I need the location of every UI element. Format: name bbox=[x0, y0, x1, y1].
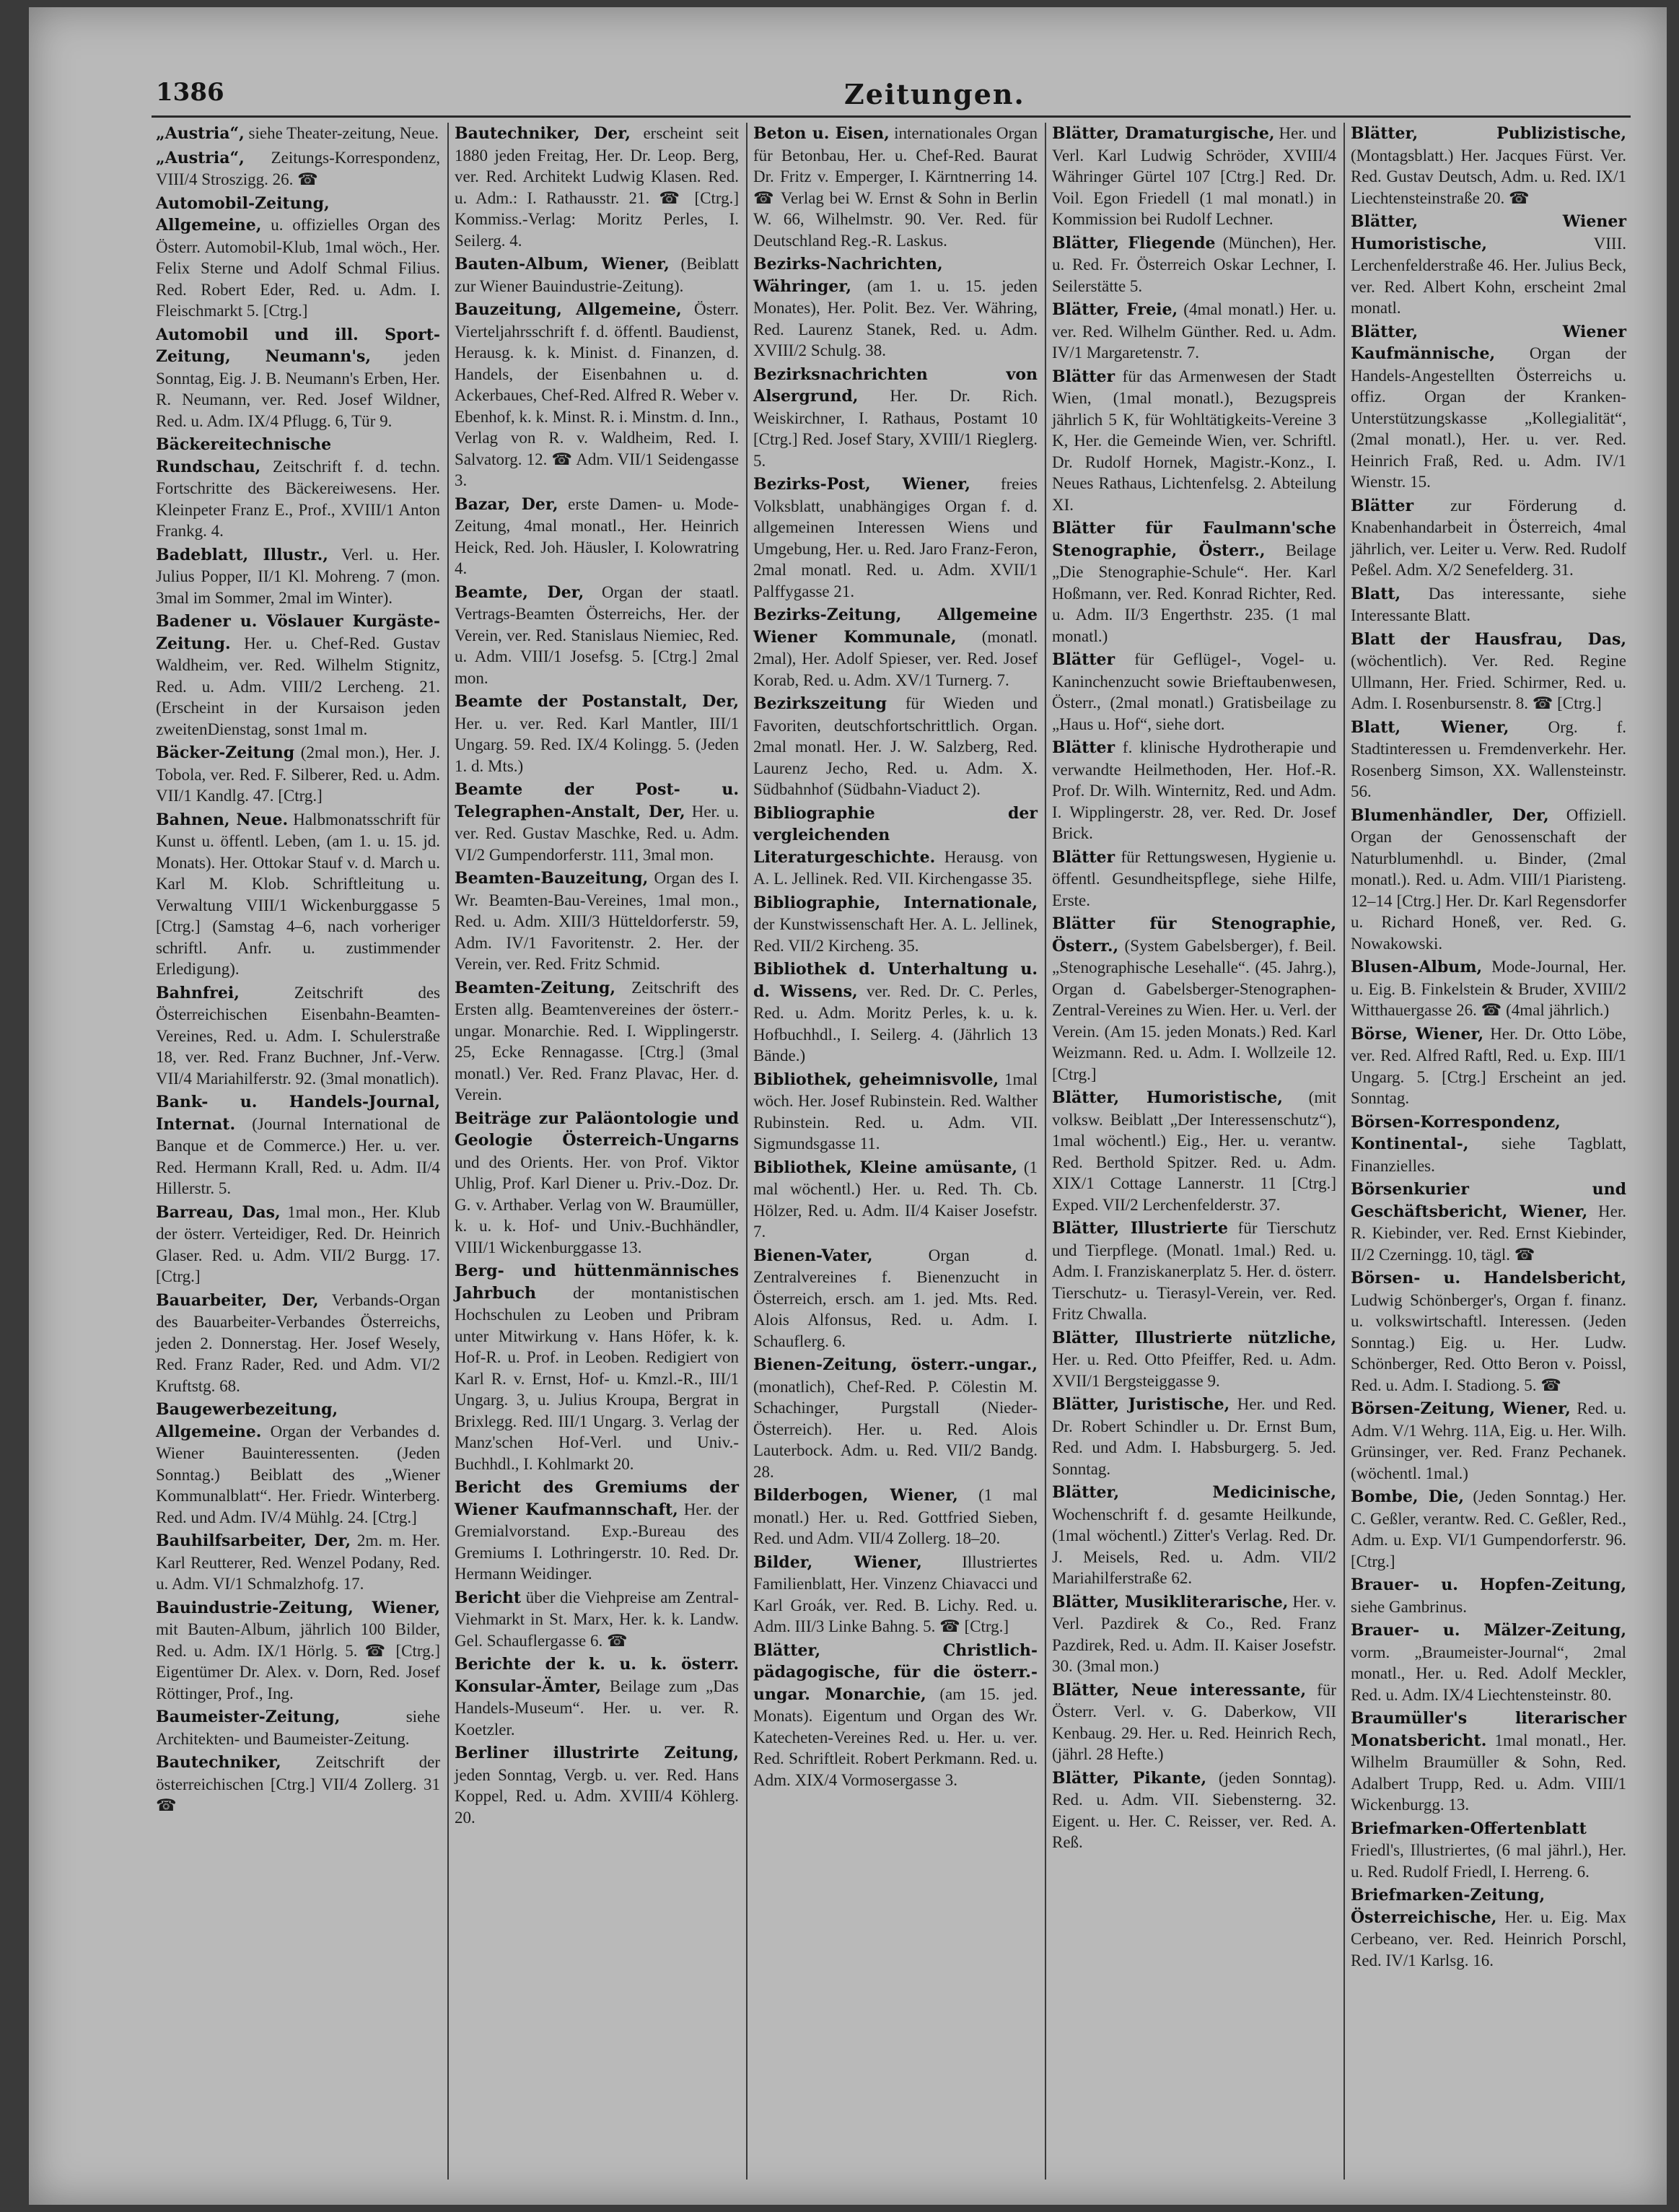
entry-text: siehe Theater-zeitung, Neue. bbox=[248, 124, 439, 142]
entry-text: Organ der Verbandes d. Wiener Bauinteressenten. (Jeden Sonntag.) Beiblatt des „Wiener Kommunalblatt“. Her. Friedr. Winterberg. Red. und Adm. IV/4 Mühlg. 24. [Ctrg.] bbox=[156, 1422, 441, 1526]
entry-heading: „Austria“, bbox=[156, 148, 245, 167]
directory-entry bbox=[156, 1091, 440, 1199]
entry-text: jeden Sonntag, Vergb. u. ver. Red. Hans Koppel, Red. u. Adm. XVIII/4 Köhlerg. 20. bbox=[455, 1765, 739, 1827]
directory-entry bbox=[455, 1587, 739, 1652]
directory-entry bbox=[753, 604, 1038, 691]
directory-entry bbox=[156, 1752, 440, 1817]
directory-entry bbox=[1351, 583, 1626, 626]
entry-text: Organ des I. Wr. Beamten-Bau-Vereines, 1mal mon., Red. u. Adm. XIII/3 Hütteldorferstr. 59, Adm. IV/1 Favoritenstr. 2. Her. der Verein, ver. Red. Fritz Schmid. bbox=[455, 869, 739, 973]
entry-heading: Bericht bbox=[455, 1588, 522, 1607]
entry-text: (mit volksw. Beiblatt „Der Interessenschutz“), 1mal wöchentl.) Eig., Her. u. verantw. Red. Berthold Spitzer. Red. u. Adm. XIX/1 Cottage Lannerstr. 11 [Ctrg.] Exped. VII/2 Lerchenfelderstr. 37. bbox=[1052, 1088, 1337, 1214]
entry-text: für Wieden und Favoriten, deutschfortschrittlich. Organ. 2mal monatl. Her. J. W. Salzberg, Red. Laurenz Jecho, Red. u. Adm. X. Südbahnhof (Südbahn-Viaduct 2). bbox=[753, 694, 1038, 798]
entry-heading: Briefmarken-Zeitung, Österreichische, bbox=[1351, 1886, 1546, 1927]
entry-heading: Börse, Wiener, bbox=[1351, 1024, 1484, 1044]
directory-entry bbox=[455, 582, 739, 689]
entry-text: freies Volksblatt, unabhängiges Organ f. d. allgemeinen Interessen Wiens und Umgebung, Her. u. Red. Jaro Franz-Feron, 2mal monatl. Red. u. Adm. XVII/1 Palffygasse 21. bbox=[753, 475, 1038, 600]
entry-heading: Bautechniker, Der, bbox=[455, 124, 631, 143]
directory-entry bbox=[156, 611, 440, 740]
entry-text: 1mal wöch. Her. Josef Rubinstein. Red. Walther Rubinstein. Red. u. Adm. VII. Sigmundsgasse 11. bbox=[753, 1070, 1038, 1153]
entry-text: über die Viehpreise am Zentral-Viehmarkt in St. Marx, Her. k. k. Landw. Gel. Schauflergasse 6. ☎ bbox=[455, 1588, 739, 1650]
directory-entry bbox=[156, 544, 440, 609]
directory-entry bbox=[1052, 123, 1336, 230]
entry-heading: Blätter bbox=[1052, 738, 1115, 757]
directory-entry bbox=[753, 1640, 1038, 1791]
entry-text: Organ d. Zentralvereines f. Bienenzucht in Österreich, ersch. am 1. jed. Mts. Red. Alois Alfonsus, Red. u. Adm. I. Schauflerg. 6. bbox=[753, 1246, 1038, 1350]
column-5 bbox=[1346, 123, 1631, 2180]
directory-entry bbox=[455, 1477, 739, 1585]
entry-text: Zeitschrift des Österreichischen Eisenbahn-Beamten-Vereines, Red. u. Adm. I. Schulerstraße 18, ver. Red. Franz Buchner, Jnf.-Verw. VII/4 Mariahilferstr. 92. (3mal monatlich). bbox=[156, 983, 440, 1088]
entry-text: (Journal International de Banque et de Commerce.) Her. u. ver. Red. Hermann Krall, Red. u. Adm. II/4 Hillerstr. 5. bbox=[156, 1114, 440, 1197]
directory-entry bbox=[1351, 1884, 1626, 1971]
directory-entry bbox=[1052, 1767, 1336, 1853]
directory-entry bbox=[156, 1399, 440, 1528]
entry-text: (1 mal wöchentl.) Her. u. Red. Th. Cb. Hölzer, Red. u. Adm. II/4 Kaiser Josefstr. 7. bbox=[753, 1158, 1038, 1241]
directory-entry bbox=[156, 742, 440, 807]
entry-heading: Beamte der Post- u. Telegraphen-Anstalt, Der, bbox=[455, 780, 739, 821]
directory-entry bbox=[455, 977, 739, 1106]
directory-entry bbox=[455, 779, 739, 865]
column-3 bbox=[749, 123, 1042, 2180]
entry-text: Herausg. von A. L. Jellinek. Red. VII. Kirchengasse 35. bbox=[753, 847, 1038, 888]
entry-text: Offiziell. Organ der Genossenschaft der Naturblumenhdl. u. Binder, (2mal monatl.). Red. u. Adm. VIII/1 Piaristeng. 12–14 [Ctrg.] Her. Dr. Karl Regensdorfer u. Richard Honeß, ver. Red. G. Nowakowski. bbox=[1351, 805, 1627, 953]
entry-heading: Bäckereitechnische Rundschau, bbox=[156, 435, 332, 476]
entry-heading: Bibliothek, geheimnisvolle, bbox=[753, 1070, 999, 1089]
entry-heading: Bienen-Zeitung, österr.-ungar., bbox=[753, 1355, 1038, 1374]
entry-text: ver. Red. Dr. C. Perles, Red. u. Adm. Moritz Perles, k. u. k. Hofbuchhdl., I. Seilerg. 4. (Jährlich 13 Bände.) bbox=[753, 982, 1038, 1065]
directory-entry bbox=[753, 693, 1038, 800]
column-divider bbox=[746, 123, 748, 2180]
directory-entry bbox=[753, 958, 1038, 1067]
entry-text: internationales Organ für Betonbau, Her. u. Chef-Red. Baurat Dr. Fritz v. Emperger, I. Kärntnerring 14. ☎ Verlag bei W. Ernst & Sohn in Berlin W. 66, Wilhelmstr. 90. Ver. Red. für Deutschland Reg.-R. Laskus. bbox=[753, 124, 1038, 250]
page-title: Zeitungen. bbox=[844, 78, 1025, 110]
directory-entry bbox=[1351, 1179, 1626, 1265]
entry-text: 2m. m. Her. Karl Reutterer, Red. Wenzel Podany, Red. u. Adm. VI/1 Schmalzhofg. 17. bbox=[156, 1531, 440, 1593]
directory-entry bbox=[753, 1552, 1038, 1638]
entry-heading: Blätter bbox=[1052, 650, 1115, 669]
entry-heading: Beamten-Zeitung, bbox=[455, 978, 616, 997]
entry-heading: Beamte, Der, bbox=[455, 582, 584, 602]
directory-entry bbox=[1052, 1482, 1336, 1589]
entry-heading: Beamte der Postanstalt, Der, bbox=[455, 692, 739, 711]
directory-entry bbox=[156, 1290, 440, 1397]
directory-entry bbox=[1052, 1087, 1336, 1215]
entry-text: Her. und Verl. Karl Ludwig Schröder, XVIII/4 Währinger Gürtel 107 [Ctrg.] Red. Dr. Voil. Egon Friedell (1 mal monatl.) in Kommission bei Rudolf Lechner. bbox=[1052, 124, 1337, 228]
entry-heading: Badener u. Vöslauer Kurgäste-Zeitung. bbox=[156, 612, 440, 653]
entry-text: erscheint seit 1880 jeden Freitag, Her. Dr. Leop. Berg, ver. Red. Architekt Ludwig Klasen. Red. u. Adm.: I. Rathausstr. 21. ☎ [Ctrg.] Kommiss.-Verlag: Moritz Perles, I. Seilerg. 4. bbox=[455, 124, 739, 250]
entry-heading: Beiträge zur Paläontologie und Geologie Österreich-Ungarns bbox=[455, 1109, 739, 1150]
entry-heading: Blätter für Stenographie, Österr., bbox=[1052, 914, 1336, 956]
entry-heading: Automobil und ill. Sport-Zeitung, Neumann's, bbox=[156, 325, 440, 366]
directory-entry bbox=[1052, 232, 1336, 297]
entry-text: Her. und Red. Dr. Robert Schindler u. Dr. Ernst Bum, Red. und Adm. I. Habsburgerg. 5. Jed. Sonntag. bbox=[1052, 1395, 1336, 1478]
entry-heading: Braumüller's literarischer Monatsbericht. bbox=[1351, 1709, 1626, 1750]
entry-text: Organ der Handels-Angestellten Österreichs u. offiz. Organ der Kranken-Unterstützungskasse „Kollegialität“, (2mal monatl.), Her. u. ver. Red. Heinrich Fraß, Red. u. Adm. IV/1 Wienstr. 15. bbox=[1351, 344, 1626, 491]
entry-text: Zeitschrift f. d. techn. Fortschritte des Bäckereiwesens. Her. Kleinpeter Franz E., Prof., XVIII/1 Anton Frankg. 4. bbox=[156, 457, 441, 540]
directory-entry bbox=[1052, 1327, 1336, 1392]
entry-heading: Bezirks-Nachrichten, Währinger, bbox=[753, 255, 943, 296]
entry-heading: Blätter, Freie, bbox=[1052, 300, 1178, 319]
entry-text: siehe Gambrinus. bbox=[1351, 1597, 1467, 1616]
entry-text: der Kunstwissenschaft Her. A. L. Jellinek, Red. VII/2 Kircheng. 35. bbox=[753, 915, 1038, 955]
directory-entry bbox=[753, 364, 1038, 472]
entry-text: (jeden Sonntag). Red. u. Adm. VII. Siebensterng. 32. Eigent. u. Her. C. Reisser, ver. Red. A. Reß. bbox=[1052, 1768, 1336, 1851]
entry-text: Friedl's, Illustriertes, (6 mal jährl.), Her. u. Red. Rudolf Friedl, I. Herreng. 6. bbox=[1351, 1841, 1626, 1881]
entry-heading: Blätter, Musikliterarische, bbox=[1052, 1592, 1289, 1612]
directory-entry bbox=[1052, 366, 1336, 516]
directory-entry bbox=[753, 1069, 1038, 1155]
directory-entry bbox=[753, 1157, 1038, 1243]
directory-entry bbox=[1351, 1708, 1626, 1816]
entry-text: für Rettungswesen, Hygienie u. öffentl. Gesundheitspflege, siehe Hilfe, Erste. bbox=[1052, 847, 1336, 909]
directory-entry bbox=[1351, 123, 1626, 209]
entry-heading: Blätter für Faulmann'sche Stenographie, Österr., bbox=[1052, 519, 1336, 560]
directory-entry bbox=[455, 494, 739, 580]
entry-heading: Börsenkurier und Geschäftsbericht, Wiener, bbox=[1351, 1180, 1626, 1221]
entry-text: zur Förderung d. Knabenhandarbeit in Österreich, 4mal jährlich, ver. Leiter u. Verw. Red. Rudolf Peßel. Adm. X/2 Senefelderg. 31. bbox=[1351, 496, 1626, 579]
directory-entry bbox=[753, 1245, 1038, 1352]
entry-heading: Blätter bbox=[1052, 847, 1115, 867]
directory-entry bbox=[156, 147, 440, 191]
entry-text: Das interessante, siehe Interessante Blatt. bbox=[1351, 584, 1626, 624]
entry-heading: Bibliothek, Kleine amüsante, bbox=[753, 1158, 1018, 1177]
entry-heading: Bilderbogen, Wiener, bbox=[753, 1486, 958, 1505]
entry-text: (System Gabelsberger), f. Beil. „Stenographische Lesehalle“. (45. Jahrg.), Organ d. Gabelsberger-Stenographen-Zentral-Vereines zu Wien. Her. u. Verl. der Verein. (Am 15. jeden Monats.) Red. Karl Weizmann. Red. u. Adm. I. Wollzeile 12. [Ctrg.] bbox=[1052, 936, 1336, 1083]
entry-text: Her. u. Eig. Max Cerbeano, ver. Red. Heinrich Porschl, Red. IV/1 Karlsg. 16. bbox=[1351, 1907, 1626, 1970]
entry-text: und des Orients. Her. von Prof. Viktor Uhlig, Prof. Karl Diener u. Priv.-Doz. Dr. G. v. Arthaber. Verlag von W. Braumüller, k. u. k. Hof- und Univ.-Buchhändler, VIII/1 Wickenburggasse 13. bbox=[455, 1153, 739, 1256]
entry-text: (4mal monatl.) Her. u. ver. Red. Wilhelm Günther. Red. u. Adm. IV/1 Margaretenstr. 7. bbox=[1052, 300, 1336, 362]
entry-heading: Blätter, Wiener Kaufmännische, bbox=[1351, 322, 1626, 363]
entry-heading: Barreau, Das, bbox=[156, 1202, 281, 1222]
entry-heading: Blatt, bbox=[1351, 584, 1401, 603]
entry-heading: Bauten-Album, Wiener, bbox=[455, 255, 670, 274]
entry-heading: Bautechniker, bbox=[156, 1753, 281, 1772]
directory-entry bbox=[1351, 717, 1626, 803]
entry-text: Her. R. Kiebinder, ver. Red. Ernst Kiebinder, II/2 Czerningg. 10, tägl. ☎ bbox=[1351, 1202, 1626, 1264]
directory-entry bbox=[1351, 1111, 1626, 1177]
entry-text: siehe Tagblatt, Finanzielles. bbox=[1351, 1135, 1627, 1175]
column-1 bbox=[152, 123, 444, 2180]
entry-heading: Börsen- u. Handelsbericht, bbox=[1351, 1269, 1626, 1288]
entry-text: Ludwig Schönberger's, Organ f. finanz. u. volkswirtschaftl. Interessen. (Jeden Sonntag.) Eig. u. Her. Ludw. Schönberger, Red. Otto Beron v. Poissl, Red. u. Adm. I. Stadiong. 5. ☎ bbox=[1351, 1290, 1626, 1394]
entry-heading: Brauer- u. Mälzer-Zeitung, bbox=[1351, 1621, 1626, 1640]
entry-text: (wöchentlich). Ver. Red. Regine Ullmann, Her. Fried. Schirmer, Red. u. Adm. I. Rosenbursenstr. 8. ☎ [Ctrg.] bbox=[1351, 652, 1626, 712]
entry-heading: Blätter, Neue interessante, bbox=[1052, 1680, 1307, 1700]
entry-heading: Badeblatt, Illustr., bbox=[156, 545, 328, 564]
entry-heading: Berliner illustrirte Zeitung, bbox=[455, 1744, 739, 1762]
entry-heading: Bezirks-Zeitung, Allgemeine Wiener Kommunale, bbox=[753, 606, 1038, 647]
directory-entry bbox=[455, 691, 739, 777]
entry-heading: Blätter, Illustrierte nützliche, bbox=[1052, 1328, 1336, 1347]
directory-entry bbox=[1351, 629, 1626, 714]
entry-heading: Bauzeitung, Allgemeine, bbox=[455, 300, 682, 319]
entry-text: Zeitschrift der österreichischen [Ctrg.] VII/4 Zollerg. 31 ☎ bbox=[156, 1753, 440, 1814]
entry-heading: Bilder, Wiener, bbox=[753, 1552, 922, 1572]
entry-heading: Bauhilfsarbeiter, Der, bbox=[156, 1531, 351, 1550]
entry-heading: Blätter, Juristische, bbox=[1052, 1395, 1230, 1414]
directory-entry bbox=[1351, 956, 1626, 1021]
directory-entry bbox=[753, 892, 1038, 957]
entry-text: erste Damen- u. Mode-Zeitung, 4mal monatl., Her. Heinrich Heick, Red. Joh. Häusler, I. Kolowratring 4. bbox=[455, 494, 739, 577]
entry-text: Mode-Journal, Her. u. Eig. B. Finkelstein & Bruder, XVIII/2 Witthauergasse 26. ☎ (4mal jährlich.) bbox=[1351, 958, 1626, 1019]
directory-entry bbox=[753, 473, 1038, 602]
entry-text: für Tierschutz und Tierpflege. (Monatl. 1mal.) Red. u. Adm. I. Franziskanerplatz 5. Her. d. österr. Tierschutz- u. Tierasyl-Verein, ver. Red. Fritz Chwalla. bbox=[1052, 1219, 1336, 1323]
entry-text: der montanistischen Hochschulen zu Leoben und Pribram unter Mitwirkung v. Hans Höfer, k. k. Hof-R. u. Prof. in Leoben. Redigiert von Karl R. v. Ernst, Hof- u. Kmzl.-R., III/1 Ungarg. 3, u. Julius Kroupa, Bergrat in Brixlegg. Red. III/1 Ungarg. 3. Verlag der Manz'schen Hof-Verl. und Univ.-Buchhdl., I. Kohlmarkt 20. bbox=[455, 1283, 739, 1473]
directory-entry bbox=[1351, 1398, 1626, 1484]
column-divider bbox=[1045, 123, 1046, 2180]
directory-entry bbox=[455, 1742, 739, 1828]
directory-entry bbox=[1052, 1394, 1336, 1479]
entry-text: für Österr. Verl. v. G. Daberkow, VII Kenbaug. 29. Her. u. Red. Heinrich Rech, (jährl. 28 Hefte.) bbox=[1052, 1680, 1336, 1763]
entry-text: Verl. u. Her. Julius Popper, II/1 Kl. Mohreng. 7 (mon. 3mal im Sommer, 2mal im Winter). bbox=[156, 545, 440, 607]
entry-text: 1mal monatl., Her. Wilhelm Braumüller & Sohn, Red. Adalbert Trupp, Red. u. Adm. VIII/1 Wickenburgg. 13. bbox=[1351, 1731, 1627, 1814]
entry-heading: Blusen-Album, bbox=[1351, 958, 1483, 976]
page-number: 1386 bbox=[156, 78, 224, 107]
entry-text: (am 15. jed. Monats). Eigentum und Organ des Wr. Katecheten-Vereines Red. u. Her. u. ver. Red. Schriftleit. Robert Perkmann. Red. u. Adm. XIX/4 Vormosergasse 3. bbox=[753, 1684, 1038, 1789]
directory-entry bbox=[753, 123, 1038, 251]
directory-entry bbox=[1052, 737, 1336, 844]
entry-text: (monatlich), Chef-Red. P. Cölestin M. Schachinger, Purgstall (Nieder-Österreich). Her. u. Red. Alois Lauterbock. Adm. u. Red. VII/2 Bandg. 28. bbox=[753, 1377, 1038, 1481]
entry-text: (am 1. u. 15. jeden Monates), Her. Polit. Bez. Ver. Währing, Red. Laurenz Stanek, Red. u. Adm. XVIII/2 Schulg. 38. bbox=[753, 276, 1038, 359]
entry-text: Org. f. Stadtinteressen u. Fremdenverkehr. Her. Rosenberg Simson, XX. Wallensteinstr. 56. bbox=[1351, 717, 1627, 800]
entry-heading: Beton u. Eisen, bbox=[753, 124, 890, 143]
entry-heading: Blätter, Pikante, bbox=[1052, 1768, 1207, 1788]
directory-entry bbox=[1351, 1619, 1626, 1705]
directory-entry bbox=[1052, 517, 1336, 647]
directory-entry bbox=[455, 1260, 739, 1474]
entry-text: (1 mal monatl.) Her. u. Red. Gottfried Sieben, Red. und Adm. VII/4 Zollerg. 18–20. bbox=[753, 1486, 1038, 1547]
entry-heading: „Austria“, bbox=[156, 124, 245, 143]
entry-text: (Beiblatt zur Wiener Bauindustrie-Zeitung). bbox=[455, 255, 739, 295]
directory-entry bbox=[1351, 805, 1626, 955]
directory-entry bbox=[156, 193, 440, 322]
entry-text: Her. u. ver. Red. Gustav Maschke, Red. u. Adm. VI/2 Gumpendorferstr. 111, 3mal mon. bbox=[455, 802, 740, 864]
entry-text: für Geflügel-, Vogel- u. Kaninchenzucht sowie Brieftaubenwesen, Österr., (2mal monatl.) Gratisbeilage zu „Haus u. Hof“, siehe dort. bbox=[1052, 650, 1336, 733]
directory-entry bbox=[1351, 1818, 1626, 1883]
directory-entry bbox=[455, 253, 739, 297]
entry-heading: Beamten-Bauzeitung, bbox=[455, 869, 649, 888]
entry-heading: Bibliographie der vergleichenden Literaturgeschichte. bbox=[753, 803, 1038, 867]
directory-entry bbox=[753, 1485, 1038, 1549]
entry-text: Beilage zum „Das Handels-Museum“. Her. u. ver. R. Koetzler. bbox=[455, 1677, 740, 1739]
entry-text: (2mal mon.), Her. J. Tobola, ver. Red. F. Silberer, Red. u. Adm. VII/1 Kandlg. 47. [Ctrg.] bbox=[156, 743, 441, 805]
directory-entry bbox=[1052, 649, 1336, 735]
directory-entry bbox=[1351, 495, 1626, 581]
entry-text: siehe Architekten- und Baumeister-Zeitung. bbox=[156, 1708, 440, 1748]
directory-entry bbox=[1052, 847, 1336, 912]
entry-text: Her. u. Chef-Red. Gustav Waldheim, ver. Red. Wilhelm Stignitz, Red. u. Adm. VIII/2 Lercheng. 21. (Erscheint in der Kursaison jeden zweitenDienstag, sonst 1mal m. bbox=[156, 634, 440, 738]
entry-heading: Blätter, Medicinische, bbox=[1052, 1483, 1336, 1502]
entry-text: u. offizielles Organ des Österr. Automobil-Klub, 1mal wöch., Her. Felix Sterne und Adolf Schmal Filius. Red. Robert Eder, Red. u. Adm. I. Fleischmarkt 5. [Ctrg.] bbox=[156, 216, 441, 320]
directory-entry bbox=[156, 1597, 440, 1705]
entry-heading: Bahnen, Neue. bbox=[156, 810, 289, 829]
entry-text: Her. Dr. Otto Löbe, ver. Red. Alfred Raftl, Red. u. Exp. III/1 Ungarg. 5. [Ctrg.] Erscheint an jed. Sonntag. bbox=[1351, 1024, 1627, 1107]
entry-heading: Bauarbeiter, Der, bbox=[156, 1290, 319, 1310]
entry-heading: Blätter bbox=[1351, 496, 1414, 515]
entry-heading: Baumeister-Zeitung, bbox=[156, 1708, 341, 1726]
directory-entry bbox=[156, 809, 440, 980]
entry-text: f. klinische Hydrotherapie und verwandte Heilmethoden, Her. Hof.-R. Prof. Dr. Wilh. Winternitz, Red. und Adm. I. Wipplingerstr. 28, ver. Red. Dr. Josef Brick. bbox=[1052, 738, 1337, 842]
directory-entry bbox=[156, 1202, 440, 1288]
entry-heading: Bombe, Die, bbox=[1351, 1487, 1464, 1506]
entry-heading: Blumenhändler, Der, bbox=[1351, 805, 1549, 825]
directory-entry bbox=[1052, 1218, 1336, 1325]
entry-heading: Bauindustrie-Zeitung, Wiener, bbox=[156, 1598, 440, 1617]
entry-text: (München), Her. u. Red. Fr. Österreich Oskar Lechner, I. Seilerstätte 5. bbox=[1052, 233, 1336, 295]
directory-page bbox=[29, 7, 1667, 2205]
entry-heading: Blätter, Illustrierte bbox=[1052, 1219, 1228, 1238]
entry-text: jeden Sonntag, Eig. J. B. Neumann's Erben, Her. R. Neumann, ver. Red. Josef Wildner, Red. u. Adm. IX/4 Pflugg. 6, Tür 9. bbox=[156, 347, 440, 430]
entry-heading: Bezirksnachrichten von Alsergrund, bbox=[753, 364, 1038, 406]
entry-heading: Blätter, Christlich-pädagogische, für die österr.-ungar. Monarchie, bbox=[753, 1640, 1038, 1704]
entry-text: (Jeden Sonntag.) Her. C. Geßler, verantw. Red. C. Geßler, Red., Adm. u. Exp. VI/1 Gumpendorferstr. 96. [Ctrg.] bbox=[1351, 1487, 1626, 1570]
entry-text: für das Armenwesen der Stadt Wien, (1mal monatl.), Bezugspreis jährlich 5 K, für Wohltätigkeits-Vereine 3 K, Her. die Gemeinde Wien, ver. Schriftl. Dr. Rudolf Hornek, Magistr.-Konz., I. Neues Rathaus, Lichtenfelsg. 2. Abteilung XI. bbox=[1052, 367, 1337, 514]
column-divider bbox=[447, 123, 449, 2180]
entry-text: Verbands-Organ des Bauarbeiter-Verbandes Österreichs, jeden 2. Donnerstag. Her. Josef Wesely, Red. Franz Rader, Red. und Adm. VI/2 Kruftstg. 68. bbox=[156, 1290, 440, 1395]
entry-heading: Berg- und hüttenmännisches Jahrbuch bbox=[455, 1262, 739, 1303]
entry-heading: Börsen-Korrespondenz, Kontinental-, bbox=[1351, 1112, 1561, 1153]
entry-heading: Blatt, Wiener, bbox=[1351, 717, 1509, 737]
entry-heading: Baugewerbezeitung, Allgemeine. bbox=[156, 1400, 338, 1441]
entry-heading: Brauer- u. Hopfen-Zeitung, bbox=[1351, 1575, 1626, 1594]
directory-entry bbox=[753, 803, 1038, 890]
directory-entry bbox=[753, 1354, 1038, 1482]
entry-text: Zeitschrift des Ersten allg. Beamtenvereines der österr.-ungar. Monarchie. Red. I. Wipplingerstr. 25, Ecke Rennagasse. [Ctrg.] (3mal monatl.) Ver. Red. Franz Plavac, Her. d. Verein. bbox=[455, 978, 739, 1103]
entry-heading: Berichte der k. u. k. österr. Konsular-Ämter, bbox=[455, 1655, 739, 1696]
entry-text: (monatl. 2mal), Her. Adolf Spieser, ver. Red. Josef Korab, Red. u. Adm. XV/1 Turnerg. 7. bbox=[753, 627, 1038, 689]
directory-entry bbox=[455, 123, 739, 251]
directory-entry bbox=[1052, 1591, 1336, 1677]
entry-heading: Blätter, Humoristische, bbox=[1052, 1088, 1283, 1107]
entry-text: Her. u. ver. Red. Karl Mantler, III/1 Ungarg. 59. Red. IX/4 Kolingg. 5. (Jeden 1. d. Mts.) bbox=[455, 714, 739, 775]
column-divider bbox=[1343, 123, 1345, 2180]
entry-text: Organ der staatl. Vertrags-Beamten Österreichs, Her. der Verein, ver. Red. Stanislaus Niemiec, Red. u. Adm. VIII/1 Josefsg. 5. [Ctrg.] 2mal mon. bbox=[455, 582, 740, 687]
entry-heading: Bahnfrei, bbox=[156, 983, 240, 1002]
directory-entry bbox=[156, 1530, 440, 1595]
entry-text: (Montagsblatt.) Her. Jacques Fürst. Ver. Red. Gustav Deutsch, Adm. u. Red. IX/1 Liechtensteinstraße 20. ☎ bbox=[1351, 146, 1626, 207]
directory-entry bbox=[1052, 299, 1336, 364]
entry-heading: Bibliothek d. Unterhaltung u. d. Wissens, bbox=[753, 960, 1038, 1001]
entry-text: VIII. Lerchenfelderstraße 46. Her. Julius Beck, ver. Red. Albert Kohn, erscheint 2mal monatl. bbox=[1351, 234, 1626, 317]
entry-heading: Bericht des Gremiums der Wiener Kaufmannschaft, bbox=[455, 1478, 739, 1519]
entry-heading: Blätter bbox=[1052, 367, 1115, 386]
entry-text: Her. v. Verl. Pazdirek & Co., Red. Franz Pazdirek, Red. u. Adm. II. Kaiser Josefstr. 30. (3mal mon.) bbox=[1052, 1592, 1337, 1675]
entry-heading: Blätter, Publizistische, bbox=[1351, 124, 1626, 143]
entry-heading: Blatt der Hausfrau, Das, bbox=[1351, 629, 1626, 649]
entry-text: vorm. „Braumeister-Journal“, 2mal monatl., Her. u. Red. Adolf Meckler, Red. u. Adm. IX/4 Liechtensteinstr. 80. bbox=[1351, 1643, 1626, 1704]
entry-heading: Blätter, Dramaturgische, bbox=[1052, 124, 1275, 143]
entry-heading: Bäcker-Zeitung bbox=[156, 743, 295, 762]
directory-entry bbox=[455, 299, 739, 491]
directory-entry bbox=[1052, 913, 1336, 1085]
directory-entry bbox=[156, 123, 440, 145]
entry-text: Wochenschrift f. d. gesamte Heilkunde, (1mal wöchentl.) Zitter's Verlag. Red. Dr. J. Meisels, Red. u. Adm. VII/2 Mariahilferstraße 62. bbox=[1052, 1505, 1336, 1587]
directory-entry bbox=[1351, 1486, 1626, 1572]
directory-entry bbox=[1351, 321, 1626, 493]
entry-heading: Bienen-Vater, bbox=[753, 1246, 873, 1265]
entry-heading: Bazar, Der, bbox=[455, 494, 558, 514]
directory-entry bbox=[1351, 211, 1626, 319]
entry-text: Illustriertes Familienblatt, Her. Vinzenz Chiavacci und Karl Groák, ver. Red. B. Lichy. Red. u. Adm. III/3 Linke Bahng. 5. ☎ [Ctrg.] bbox=[753, 1552, 1038, 1635]
entry-text: Her. der Gremialvorstand. Exp.-Bureau des Gremiums I. Lothringerstr. 10. Red. Dr. Hermann Weidinger. bbox=[455, 1500, 740, 1583]
directory-entry bbox=[1351, 1023, 1626, 1109]
directory-entry bbox=[156, 1706, 440, 1749]
entry-text: Österr. Vierteljahrsschrift f. d. öffentl. Baudienst, Herausg. k. k. Minist. d. Finanzen, d. Handels, der Eisenbahnen u. d. Ackerbaues, Chef-Red. Alfred R. Weber v. Ebenhof, k. k. Minst. R. i. Minstm. d. Inn., Verlag von R. v. Waldheim, Red. I. Salvatorg. 12. ☎ Adm. VII/1 Seidengasse 3. bbox=[455, 300, 739, 489]
entry-heading: Automobil-Zeitung, Allgemeine, bbox=[156, 193, 330, 235]
directory-entry bbox=[156, 982, 440, 1090]
column-4 bbox=[1048, 123, 1341, 2180]
entry-text: Her. u. Red. Otto Pfeiffer, Red. u. Adm. XVII/1 Bergsteiggasse 9. bbox=[1052, 1350, 1336, 1390]
column-2 bbox=[450, 123, 743, 2180]
entry-heading: Blätter, Wiener Humoristische, bbox=[1351, 212, 1626, 253]
entry-heading: Bezirkszeitung bbox=[753, 694, 887, 713]
entry-text: Her. Dr. Rich. Weiskirchner, I. Rathaus, Postamt 10 [Ctrg.] Red. Josef Stary, XVIII/1 Rieglerg. 5. bbox=[753, 387, 1038, 470]
entry-text: mit Bauten-Album, jährlich 100 Bilder, Red. u. Adm. IX/1 Hörlg. 5. ☎ [Ctrg.] Eigentümer Dr. Alex. v. Dorn, Red. Josef Röttinger, Prof., Ing. bbox=[156, 1620, 440, 1702]
directory-entry bbox=[1351, 1574, 1626, 1617]
entry-heading: Bank- u. Handels-Journal, Internat. bbox=[156, 1093, 440, 1134]
columns-container bbox=[152, 123, 1631, 2180]
directory-entry bbox=[455, 867, 739, 975]
header-rule bbox=[152, 115, 1631, 118]
entry-text: Red. u. Adm. V/1 Wehrg. 11A, Eig. u. Her. Wilh. Grünsinger, ver. Red. Franz Pechanek. (wöchentl. 1mal.) bbox=[1351, 1399, 1626, 1482]
entry-heading: Blätter, Fliegende bbox=[1052, 233, 1216, 253]
directory-entry bbox=[156, 324, 440, 432]
entry-heading: Briefmarken-Offertenblatt bbox=[1351, 1819, 1587, 1838]
directory-entry bbox=[1052, 1679, 1336, 1765]
directory-entry bbox=[156, 434, 440, 542]
entry-heading: Börsen-Zeitung, Wiener, bbox=[1351, 1399, 1571, 1418]
entry-heading: Bibliographie, Internationale, bbox=[753, 893, 1038, 912]
entry-heading: Bezirks-Post, Wiener, bbox=[753, 475, 970, 494]
directory-entry bbox=[455, 1653, 739, 1740]
directory-entry bbox=[753, 253, 1038, 362]
entry-text: 1mal mon., Her. Klub der österr. Verteidiger, Red. Dr. Heinrich Glaser. Red. u. Adm. VII/2 Burgg. 17. [Ctrg.] bbox=[156, 1202, 440, 1285]
entry-text: Beilage „Die Stenographie-Schule“. Her. Karl Hoßmann, ver. Red. Konrad Richter, Red. u. Adm. II/3 Engerthstr. 235. (1 mal monatl.) bbox=[1052, 541, 1336, 645]
directory-entry bbox=[1351, 1267, 1626, 1396]
directory-entry bbox=[455, 1108, 739, 1259]
entry-text: Zeitungs-Korrespondenz, VIII/4 Stroszigg. 26. ☎ bbox=[156, 148, 440, 188]
entry-text: Halbmonatsschrift für Kunst u. öffentl. Leben, (am 1. u. 15. jd. Monats). Her. Ottokar Stauf v. d. March u. Karl M. Klob. Schriftleitung u. Verwaltung VIII/1 Wickenburggasse 5 [Ctrg.] (Samstag 4–6, nach vorheriger schriftl. Anfr. u. zustimmender Erledigung). bbox=[156, 810, 440, 978]
